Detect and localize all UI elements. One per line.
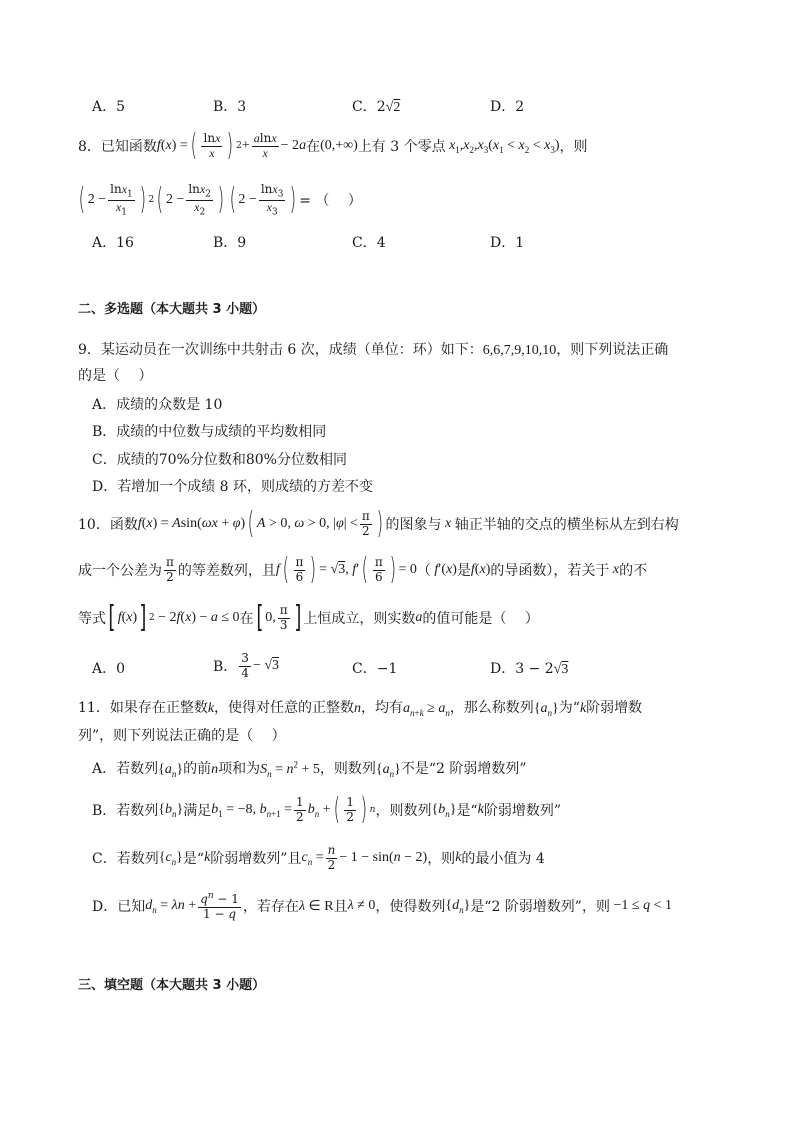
q11-option-a: A．若数列$\{a_n\}$的前n项和为$S_n = n^2 + 5$，则数列$\{a_n\}$不是“2 阶弱增数列” (92, 759, 527, 779)
q10-stem-line3: 等式 [ f(x) ] 2 − 2f(x) − a ≤ 0 在 [ 0, $\frac{\pi}{3}$ ] 上恒成立，则实数 a 的值可能是（ ） (78, 600, 539, 635)
q9-option-c: C．成绩的70%分位数和80%分位数相同 (92, 452, 347, 468)
q11-option-b: B．若数列 $\{b_n\}$ 满足 $b_1 = -8$, $b_{n+1}$ = $\frac{1}{2}$ $b_n$ + ( $\frac{1}{2}$ ) n ，则数列 $\{b_n\}$ 是“ k 阶弱增数列” (92, 792, 561, 827)
q9-stem-line2: 的是（ ） (78, 368, 153, 384)
q9-option-d: D．若增加一个成绩 8 环，则成绩的方差不变 (92, 479, 374, 495)
q10-option-a: A．0 (92, 661, 126, 677)
q9-option-b: B．成绩的中位数与成绩的平均数相同 (92, 424, 327, 440)
q11-stem-line2: 列”，则下列说法正确的是（ ） (78, 728, 286, 744)
section-heading-fill-in-blank: 三、填空题（本大题共 3 小题） (78, 978, 266, 993)
q9-stem-line1: 9．某运动员在一次训练中共射击 6 次，成绩（单位：环）如下：6,6,7,9,10,10，则下列说法正确 (78, 342, 669, 358)
q10-stem-line2: 成一个公差为 $\frac{\pi}{2}$ 的等差数列，且 f ( $\frac{\pi}{6}$ ) = √3, f′ ( $\frac{\pi}{6}$ ) = 0 （ f′(x) 是 f(x) 的导函数），若关于 x 的不 (78, 552, 648, 587)
q10-option-d: D．3 − 2√3 (490, 661, 569, 677)
q8-option-d: D．1 (490, 235, 525, 251)
q7-option-a: A．5 (92, 99, 126, 115)
q11-option-c: C．若数列 $\{c_n\}$ 是“ k 阶弱增数列”且 $c_n$ = $\frac{n}{2}$ − 1 − sin(n − 2) ，则 k 的最小值为 4 (92, 842, 545, 872)
q7-option-b: B．3 (213, 99, 247, 115)
q8-expression: ( 2 − $\frac{\ln x_1}{x_1}$ ) 2 ( 2 − $\frac{\ln x_2}{x_2}$ ) ( 2 − $\frac{\ln x_3}{x_3}$ ) = （ ） (78, 181, 362, 217)
q11-option-d: D．已知 $d_n = \lambda n$ + $\frac{q^n - 1}{1 - q}$ ，若存在 λ ∈ R 且 λ ≠ 0 ，使得数列 $\{d_n\}$ 是“2 阶弱增数列”，则 −1 ≤ q < 1 (92, 890, 672, 921)
q8-option-b: B．9 (213, 235, 247, 251)
q8-stem: 8．已知函数 f(x) = ( $\frac{\ln x}{x}$ ) 2 + $\frac{alnx}{x}$ − 2a 在 (0,+∞) 上有 3 个零点 $x_1,x_2,x_3(x_1 < x_2 < x_3)$ ，则 (78, 128, 588, 163)
q11-stem-line1: 11．如果存在正整数k，使得对任意的正整数n，均有$a_{n+k} \ge a_n$，那么称数列$\{a_n\}$为“k阶弱增数 (78, 700, 643, 718)
q9-option-a: A．成绩的众数是 10 (92, 397, 223, 413)
q10-option-c: C．−1 (352, 661, 398, 677)
q8-option-a: A．16 (92, 235, 134, 251)
q7-option-c: C．2√2 (352, 99, 401, 115)
q8-option-c: C．4 (352, 235, 386, 251)
section-heading-multiple-choice: 二、多选题（本大题共 3 小题） (78, 302, 266, 317)
q7-option-d: D．2 (490, 99, 525, 115)
q10-option-b: B． $\frac{3}{4}$ − √3 (213, 650, 280, 680)
q10-stem-line1: 10．函数 f(x) = Asin(ωx + φ) ( A > 0, ω > 0, |φ| < $\frac{\pi}{2}$ ) 的图象与 x 轴正半轴的交点的横坐标从左到右构 (78, 506, 679, 541)
